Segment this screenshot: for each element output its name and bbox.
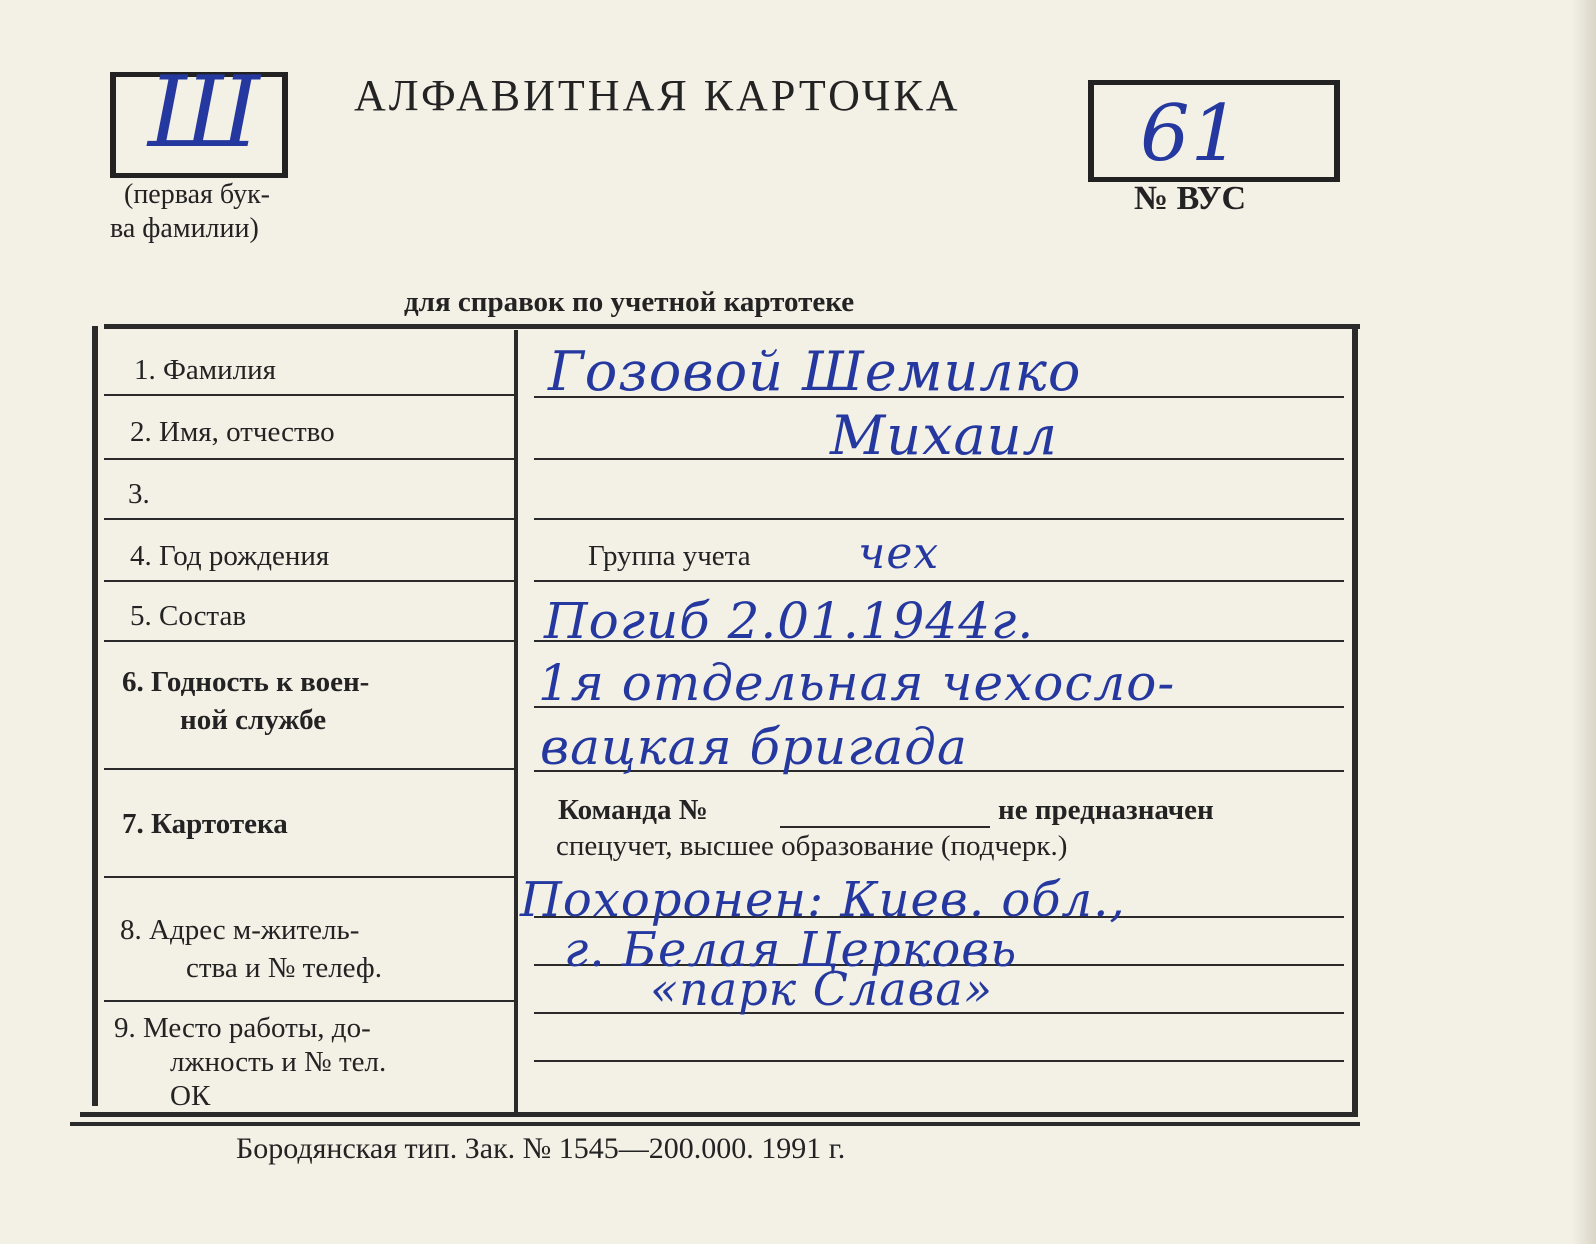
- burial-line1: Похоронен: Киев. обл.,: [520, 872, 1126, 928]
- field-3-label: 3.: [128, 478, 150, 510]
- field-work-label-line1: 9. Место работы, до-: [114, 1012, 371, 1044]
- row-rule: [104, 580, 514, 582]
- team-suffix: не предназначен: [998, 794, 1214, 826]
- printer-footer: Бородянская тип. Зак. № 1545—200.000. 1991 г.: [236, 1132, 846, 1165]
- burial-line3: «парк Слава»: [650, 962, 993, 1016]
- spec-text: спецучет, высшее образование (подчерк.): [556, 830, 1068, 862]
- footer-rule: [70, 1122, 1360, 1126]
- died-value: Погиб 2.01.1944г.: [544, 592, 1035, 650]
- letter-caption-line1: (первая бук-: [124, 179, 271, 210]
- table-left-border: [92, 326, 98, 1106]
- field-address-label-line2: ства и № телеф.: [186, 952, 382, 984]
- field-fitness-label-line2: ной службе: [180, 704, 327, 736]
- group-value: чех: [858, 528, 940, 579]
- burial-line2: г. Белая Церковь: [564, 922, 1018, 978]
- row-rule: [104, 458, 514, 460]
- table-bottom-border: [80, 1112, 1358, 1117]
- given-name-value: Михаил: [830, 404, 1058, 467]
- table-right-border: [1352, 326, 1358, 1116]
- surname-value: Гозовой Шемилко: [548, 340, 1082, 403]
- field-name-label: 2. Имя, отчество: [130, 416, 335, 448]
- field-birth-year-label: 4. Год рождения: [130, 540, 330, 572]
- vus-label: № ВУС: [1134, 180, 1247, 217]
- row-rule: [104, 518, 514, 520]
- row-rule: [104, 394, 514, 396]
- letter-value: Ш: [148, 56, 261, 170]
- value-rule: [534, 580, 1344, 582]
- unit-value-line2: вацкая бригада: [540, 718, 968, 776]
- row-rule: [104, 1000, 514, 1002]
- unit-value-line1: 1я отдельная чехосло-: [538, 654, 1176, 712]
- field-fitness-label-line1: 6. Годность к воен-: [122, 666, 370, 698]
- value-rule: [534, 1060, 1344, 1062]
- row-rule: [104, 876, 514, 878]
- team-number-blank: [780, 826, 990, 828]
- field-work-label-line3: ОК: [170, 1080, 211, 1112]
- team-label: Команда №: [558, 794, 708, 826]
- table-divider: [514, 330, 518, 1114]
- vus-value: 61: [1140, 89, 1242, 179]
- field-work-label-line2: лжность и № тел.: [170, 1046, 387, 1078]
- group-label: Группа учета: [588, 540, 751, 572]
- field-surname-label: 1. Фамилия: [134, 354, 276, 386]
- field-composition-label: 5. Состав: [130, 600, 247, 632]
- paper-edge: [1572, 0, 1596, 1244]
- value-rule: [534, 518, 1344, 520]
- field-address-label-line1: 8. Адрес м-житель-: [120, 914, 360, 946]
- table-top-border: [104, 324, 1360, 329]
- letter-caption-line2: ва фамилии): [110, 213, 259, 244]
- page-title: АЛФАВИТНАЯ КАРТОЧКА: [354, 71, 961, 120]
- row-rule: [104, 768, 514, 770]
- subtitle: для справок по учетной картотеке: [404, 286, 855, 318]
- field-file-label: 7. Картотека: [122, 808, 288, 840]
- row-rule: [104, 640, 514, 642]
